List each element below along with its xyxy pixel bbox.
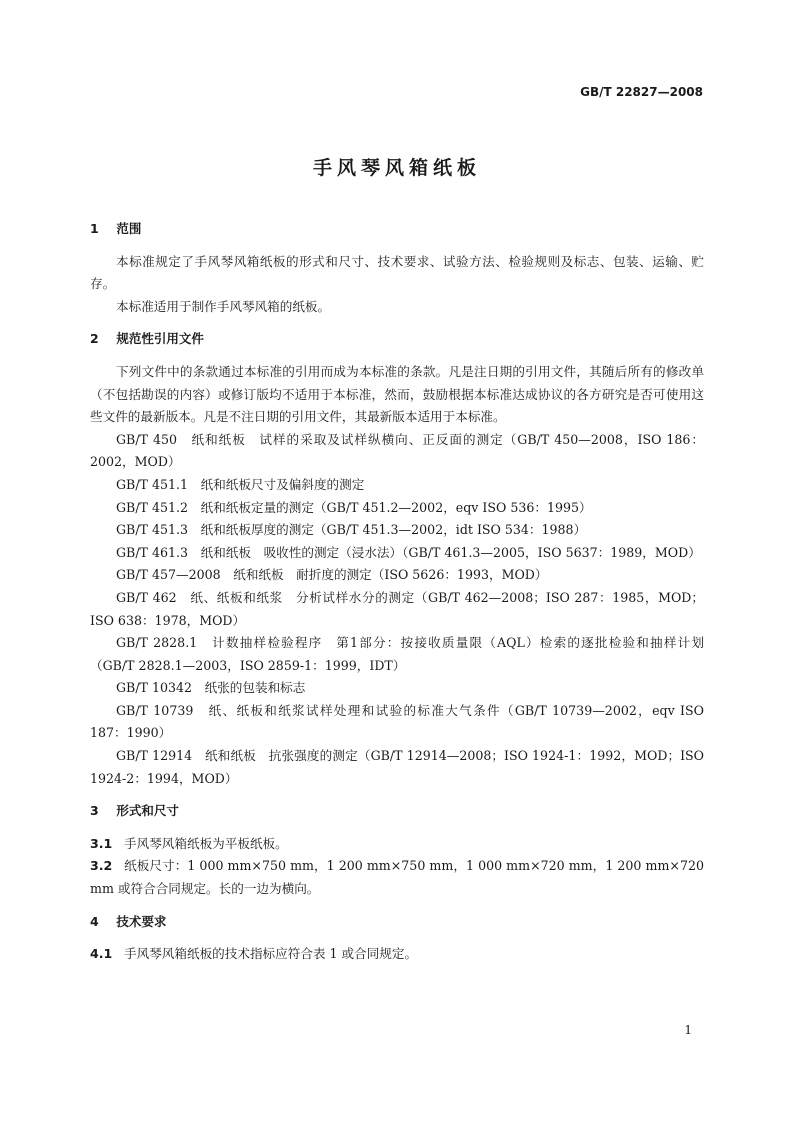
reference-item: GB/T 461.3 纸和纸板 吸收性的测定（浸水法）（GB/T 461.3—2005，ISO 5637：1989，MOD） [116, 544, 701, 560]
clause-3-1 [90, 833, 704, 856]
section-title: 形式和尺寸 [116, 803, 179, 819]
section-number: 1 [90, 221, 99, 236]
reference-item: GB/T 451.2 纸和纸板定量的测定（GB/T 451.2—2002，eqv ISO 536：1995） [116, 499, 592, 515]
reference-item: GB/T 457—2008 纸和纸板 耐折度的测定（ISO 5626：1993，MOD） [116, 567, 548, 583]
reference-item: GB/T 10342 纸张的包装和标志 [116, 680, 306, 696]
section-title: 技术要求 [116, 913, 167, 929]
page-number: 1 [684, 1023, 692, 1037]
section-3-heading [90, 800, 704, 823]
paragraph: 本标准适用于制作手风琴风箱的纸板。 [116, 298, 331, 314]
clause-number: 3.1 [90, 835, 113, 851]
reference-item: GB/T 2828.1 计数抽样检验程序 第1部分：按接收质量限（AQL）检索的逐批检验和抽样计划（GB/T 2828.1—2003，ISO 2859-1：1999，IDT） [90, 635, 704, 673]
reference-item: GB/T 12914 纸和纸板 抗张强度的测定（GB/T 12914—2008；ISO 1924-1：1992，MOD；ISO 1924-2：1994，MOD） [90, 748, 704, 786]
clause-3-2 [90, 855, 704, 900]
clause-text: 手风琴风箱纸板为平板纸板。 [124, 835, 288, 851]
document-body [90, 218, 704, 966]
section-number: 4 [90, 913, 99, 929]
standard-code: GB/T 22827—2008 [580, 85, 703, 99]
section-4-heading [90, 911, 704, 934]
reference-item: GB/T 462 纸、纸板和纸浆 分析试样水分的测定（GB/T 462—2008；ISO 287：1985，MOD；ISO 638：1978，MOD） [90, 589, 704, 628]
clause-number: 4.1 [90, 946, 113, 962]
reference-item: GB/T 450 纸和纸板 试样的采取及试样纵横向、正反面的测定（GB/T 450—2008，ISO 186：2002，MOD） [90, 431, 704, 470]
reference-item: GB/T 451.1 纸和纸板尺寸及偏斜度的测定 [116, 476, 365, 492]
paragraph: 下列文件中的条款通过本标准的引用而成为本标准的条款。凡是注日期的引用文件，其随后所有的修改单（不包括勘误的内容）或修订版均不适用于本标准，然而，鼓励根据本标准达成协议的各方研究是否可使用这些文件的最新版本。凡是不注日期的引用文件，其最新版本适用于本标准。 [90, 363, 704, 425]
section-2-heading [90, 328, 704, 351]
reference-item: GB/T 10739 纸、纸板和纸浆试样处理和试验的标准大气条件（GB/T 10739—2002，eqv ISO 187：1990） [90, 702, 704, 741]
section-title: 范围 [116, 221, 142, 236]
paragraph: 本标准规定了手风琴风箱纸板的形式和尺寸、技术要求、试验方法、检验规则及标志、包装、运输、贮存。 [90, 253, 704, 292]
section-number: 3 [90, 803, 99, 819]
clause-text: 纸板尺寸：1 000 mm×750 mm，1 200 mm×750 mm，1 000 mm×720 mm，1 200 mm×720 mm 或符合合同规定。长的一边为横向。 [90, 858, 704, 897]
document-title: 手风琴风箱纸板 [312, 157, 481, 179]
clause-number: 3.2 [90, 858, 113, 874]
section-1-heading [90, 218, 704, 241]
section-title: 规范性引用文件 [116, 331, 204, 347]
clause-text: 手风琴风箱纸板的技术指标应符合表 1 或合同规定。 [124, 946, 418, 962]
clause-4-1 [90, 943, 704, 966]
reference-item: GB/T 451.3 纸和纸板厚度的测定（GB/T 451.3—2002，idt ISO 534：1988） [116, 522, 587, 538]
section-number: 2 [90, 331, 99, 347]
